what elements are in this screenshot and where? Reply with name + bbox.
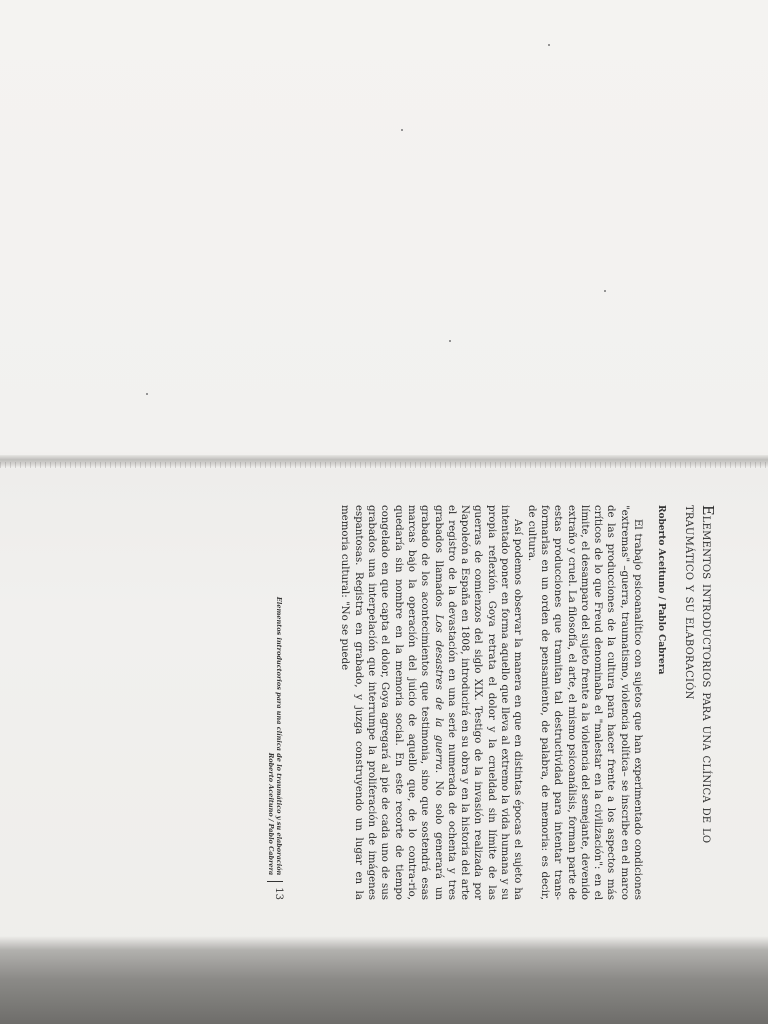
body-text [338, 505, 644, 900]
paragraph-2-part-b: . No solo generará un grabado de los acontecimientos que testimonia, sino que sostendrá esas marcas bajo la operación del juicio de aquello que, de lo contra-rio, quedaría sin nombre en la memoria social. En este recorte de tiempo congelado en que capta el dolor, Goya agregará al pie de cada uno de sus grabados una interpelación que interrumpe la proliferación de imágenes espantosas. Registra en grabado, y juzga construyendo un lugar en la memoria cultural: "No se puede [339, 505, 444, 900]
fold-speckle [0, 462, 768, 468]
paragraph-2 [338, 505, 524, 900]
paragraph-1: El trabajo psicoanalítico con sujetos que han experimentado condiciones "extremas" –guerra, traumatismo, violencia política– se inscribe en el marco de las producciones de la cultura para hacer frente a los aspectos más críticos de lo que Freud denominaba el "malestar en la civilización": en el límite, el desamparo del sujeto frente a la violencia del semejante, devenido extraño y cruel. La filosofía, el arte, el mismo psicoanálisis, forman parte de estas producciones que tramitan tal destructividad para intentar trans-formarlas en un orden de pensamiento, de palabra, de memoria: es decir, de cultura. [525, 505, 643, 900]
running-header [267, 597, 283, 882]
rotated-text-block [267, 505, 715, 900]
running-authors: Roberto Aceituno / Pablo Cabrera [267, 752, 275, 876]
scanner-shadow-edge [0, 950, 768, 1024]
page-number: 13 [273, 887, 284, 900]
page-footer [263, 505, 283, 900]
chapter-authors: Roberto Aceituno / Pablo Cabrera [656, 505, 666, 675]
chapter-title-line-1: Elementos introductorios para una clínica de lo [699, 505, 715, 844]
artwork-title: Los desastres de la guerra [432, 614, 444, 770]
paragraph-2-part-a: Así podemos observar la manera en que en distintas épocas el sujeto ha intentado poner en forma aquello que lleva al extremo la vida humana y su propia reflexión. Goya retrata el dolor y la crueldad sin límite de las guerras de comienzos del siglo XIX. Testigo de la invasión realizada por Napoleón a España en 1808, introducirá en su obra y en la historia del arte el registro de la devastación en una serie numerada de ochenta y tres grabados llamados [432, 505, 524, 900]
running-title: Elementos introductorios para una clínica de lo traumático y su elaboración [275, 596, 283, 876]
chapter-title-line-2: traumático y su elaboración [682, 505, 698, 700]
chapter-title [681, 505, 715, 900]
